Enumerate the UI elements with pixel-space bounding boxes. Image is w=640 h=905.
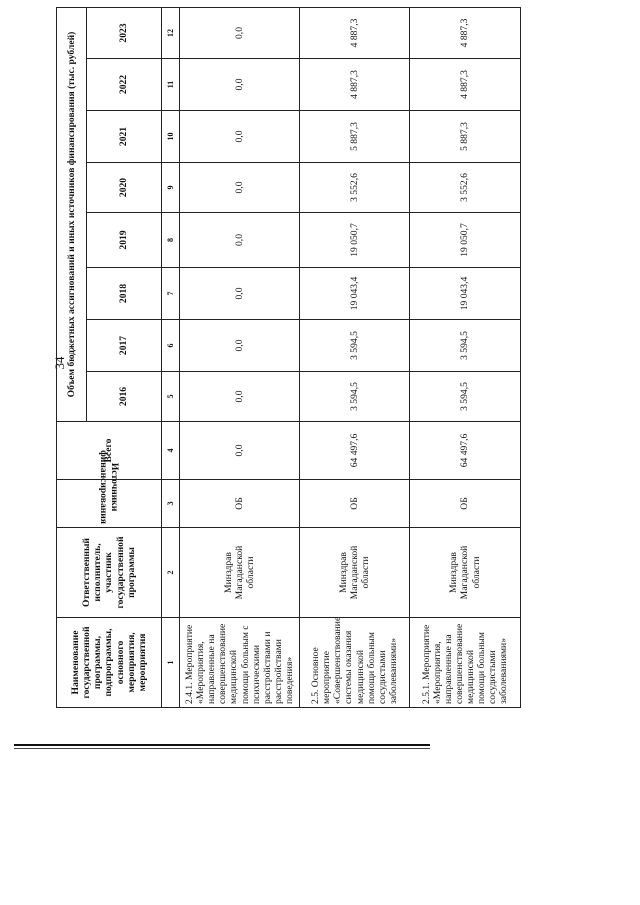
column-number: 5 [162, 372, 180, 422]
column-number: 6 [162, 320, 180, 372]
page-number: 34 [52, 356, 67, 370]
table-row [180, 7, 300, 707]
header-year: 2018 [87, 268, 162, 320]
row-year-value: 3 594,5 [410, 372, 521, 422]
column-number: 4 [162, 422, 180, 480]
column-number: 8 [162, 213, 180, 268]
header-year: 2020 [87, 163, 162, 213]
footnote-divider [14, 748, 430, 749]
row-executor: Минздрав Магаданской области [180, 528, 300, 618]
rotated-table-container [56, 8, 520, 708]
row-year-value: 4 887,3 [300, 7, 410, 58]
column-number: 1 [162, 618, 180, 708]
header-total: Всего [57, 422, 162, 480]
header-name: Наименование государственной программы, подпрограммы, основного мероприятия, мероприятия [57, 618, 162, 708]
row-year-value: 3 552,6 [300, 163, 410, 213]
row-year-value: 4 887,3 [300, 59, 410, 111]
row-source: ОБ [410, 480, 521, 528]
header-source: Источники финансирования [98, 450, 121, 524]
row-year-value: 3 552,6 [410, 163, 521, 213]
header-executor: Ответственный исполнитель, участник государственной программы [57, 528, 162, 618]
column-number: 10 [162, 111, 180, 163]
row-year-value: 0,0 [180, 268, 300, 320]
row-name: 2.5. Основное мероприятие «Совершенствование системы оказания медицинской помощи больным сосудистыми заболеваниями» [300, 618, 410, 708]
column-number: 12 [162, 7, 180, 58]
row-executor: Минздрав Магаданской области [410, 528, 521, 618]
row-year-value: 0,0 [180, 163, 300, 213]
column-number: 9 [162, 163, 180, 213]
column-number: 11 [162, 59, 180, 111]
header-year: 2019 [87, 213, 162, 268]
header-year: 2021 [87, 111, 162, 163]
financing-table [56, 7, 521, 708]
row-total: 64 497,6 [410, 422, 521, 480]
row-year-value: 19 043,4 [410, 268, 521, 320]
row-year-value: 3 594,5 [300, 320, 410, 372]
row-year-value: 0,0 [180, 59, 300, 111]
row-year-value: 5 887,3 [300, 111, 410, 163]
column-number: 7 [162, 268, 180, 320]
row-executor: Минздрав Магаданской области [300, 528, 410, 618]
row-year-value: 4 887,3 [410, 59, 521, 111]
header-year: 2022 [87, 59, 162, 111]
table-row [300, 7, 410, 707]
header-year: 2023 [87, 7, 162, 58]
header-row-top [57, 7, 87, 707]
row-name: 2.5.1. Мероприятие «Мероприятия, направленные на совершенствование медицинской помощи больным сосудистыми заболеваниями» [410, 618, 521, 708]
row-year-value: 5 887,3 [410, 111, 521, 163]
row-total: 64 497,6 [300, 422, 410, 480]
column-number: 3 [162, 480, 180, 528]
row-year-value: 19 050,7 [300, 213, 410, 268]
row-year-value: 3 594,5 [300, 372, 410, 422]
header-volume: Объем бюджетных ассигнований и иных источников финансирования (тыс. рублей) [57, 7, 87, 421]
column-number-row [162, 7, 180, 707]
header-year: 2017 [87, 320, 162, 372]
row-year-value: 0,0 [180, 7, 300, 58]
row-source: ОБ [180, 480, 300, 528]
column-number: 2 [162, 528, 180, 618]
row-year-value: 0,0 [180, 213, 300, 268]
row-source: ОБ [300, 480, 410, 528]
row-total: 0,0 [180, 422, 300, 480]
table-row [410, 7, 521, 707]
header-year: 2016 [87, 372, 162, 422]
row-year-value: 0,0 [180, 372, 300, 422]
row-year-value: 19 043,4 [300, 268, 410, 320]
row-year-value: 3 594,5 [410, 320, 521, 372]
row-year-value: 4 887,3 [410, 7, 521, 58]
row-year-value: 0,0 [180, 320, 300, 372]
row-year-value: 19 050,7 [410, 213, 521, 268]
footnote-divider [14, 744, 430, 746]
row-name: 2.4.1. Мероприятие «Мероприятия, направленные на совершенствование медицинской помощи больным с психическими расстройствами и расстройствами поведения» [180, 618, 300, 708]
row-year-value: 0,0 [180, 111, 300, 163]
